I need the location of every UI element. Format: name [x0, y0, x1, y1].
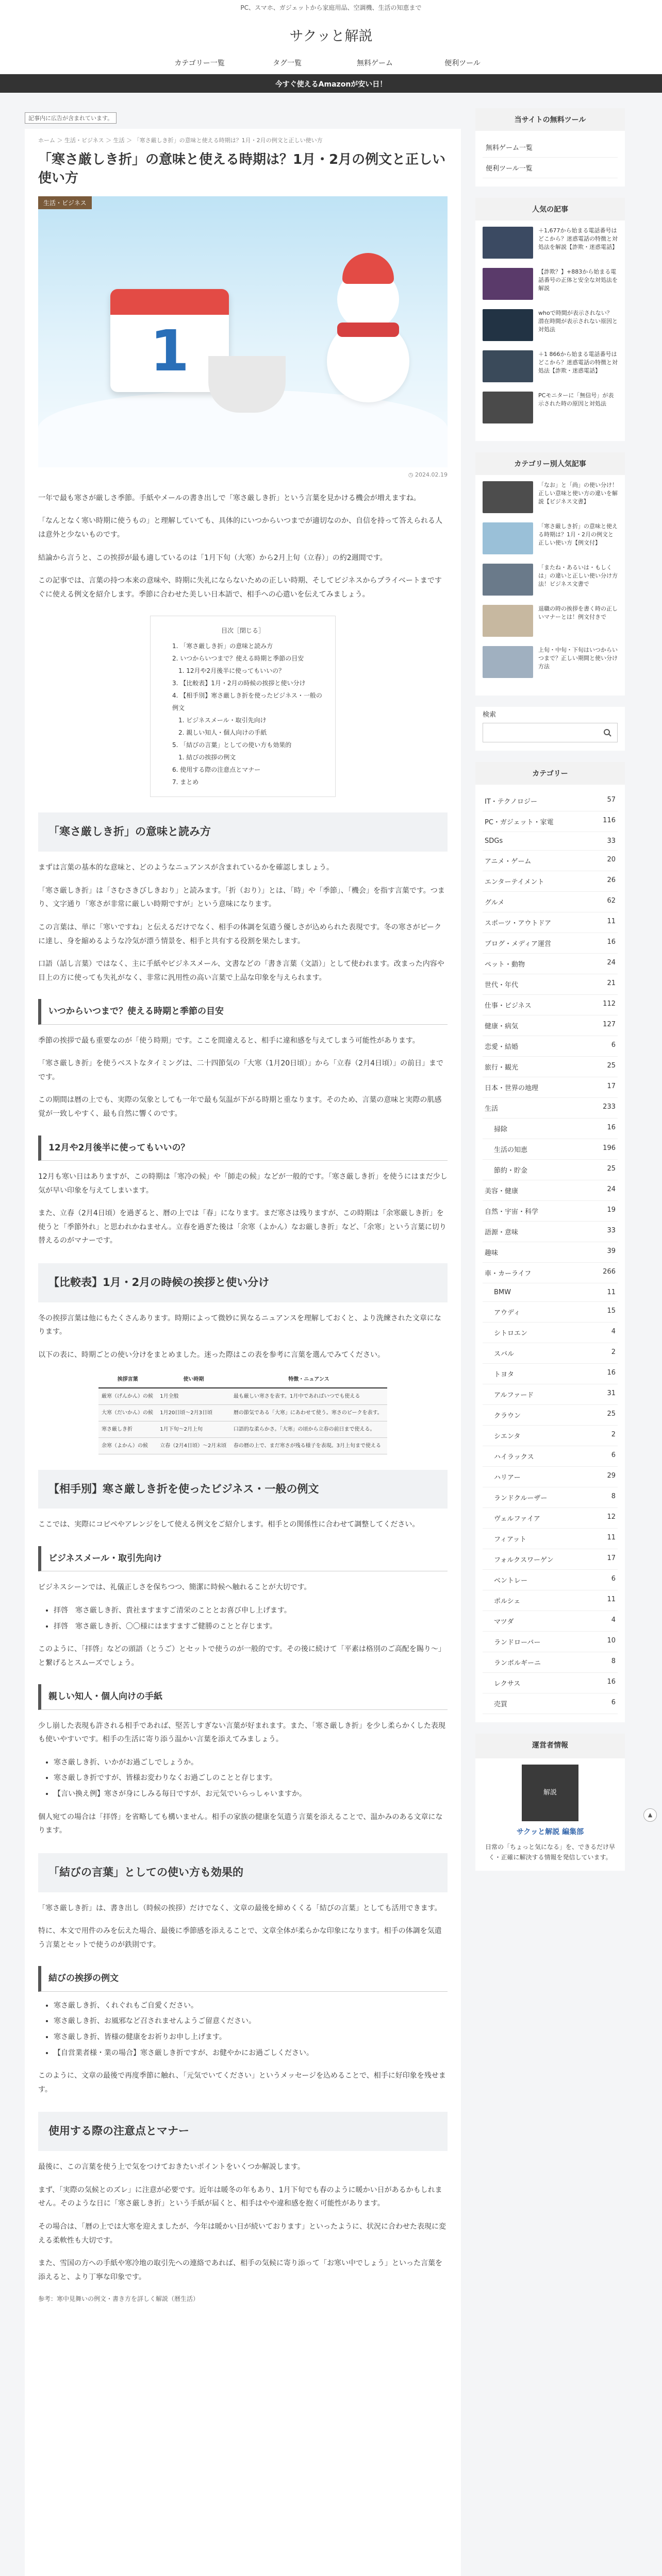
intro-p2: 「なんとなく寒い時期に使うもの」と理解していても、具体的にいつからいつまでが適切なのか、自信を持って答えられる人は意外と少ないものです。	[38, 517, 442, 539]
category-count: 33	[607, 837, 616, 845]
category-count: 21	[607, 979, 616, 987]
category-count: 8	[611, 1657, 616, 1665]
table-header: 特徴・ニュアンス	[230, 1371, 387, 1388]
paragraph: まずは言葉の基本的な意味と、どのようなニュアンスが含まれているかを確認しましょう。	[38, 863, 334, 872]
operator-description: 日常の「ちょっと気になる」を、できるだけ早く・正確に解決する情報を発信しています。	[485, 1843, 615, 1861]
paragraph: このように、「拝啓」などの頭語（とうご）とセットで使うのが一般的です。その後に続けて「平素は格別のご高配を賜り～」と繋げるとスムーズでしょう。	[38, 1645, 445, 1667]
toc-item[interactable]: 5. 「結びの言葉」としての使い方も効果的	[172, 741, 292, 749]
paragraph: 「寒さ厳しき折」は、書き出し（時候の挨拶）だけでなく、文章の最後を締めくくる「結びの言葉」としても活用できます。	[38, 1904, 442, 1912]
category-name[interactable]: ペット・動物	[485, 961, 525, 969]
table-cell: 口語的な柔らかさ。「大寒」の頃から立春の前日まで使える。	[230, 1421, 387, 1437]
paragraph: まず、「実際の気候とのズレ」に注意が必要です。近年は暖冬の年もあり、1月下旬でも春のように暖かい日があるかもしれません。そのような日に「寒さ厳しき折」という手紙が届くと、相手はやや違和感を抱く可能性があります。	[38, 2185, 442, 2208]
paragraph: 「寒さ厳しき折」を使うベストなタイミングは、二十四節気の「大寒（1月20日頃）」から「立春（2月4日頃）」の前日」までです。	[38, 1059, 443, 1081]
category-name[interactable]: PC・ガジェット・家電	[485, 819, 554, 826]
table-cell: 余寒（よかん）の候	[98, 1437, 157, 1454]
list-item: • 寒さ厳しき折ですが、皆様お変わりなくお過ごしのことと存じます。	[54, 1771, 448, 1785]
category-count: 6	[611, 1575, 616, 1583]
article	[25, 129, 461, 2576]
free-tools-link[interactable]: 便利ツール一覧	[483, 158, 618, 178]
category-popular-widget	[475, 452, 625, 696]
category-item[interactable]	[483, 1323, 618, 1343]
paragraph: このように、文章の最後で再度季節に触れ、「元気でいてください」というメッセージを込めることで、相手に好印象を残せます。	[38, 2072, 446, 2094]
table-cell: 1月20日頃〜2月3日頃	[157, 1404, 230, 1421]
category-name[interactable]: スポーツ・アウトドア	[485, 920, 552, 927]
popular-item[interactable]	[483, 646, 618, 683]
paragraph: また、立春（2月4日頃）を過ぎると、暦の上では「春」になります。まだ寒さは残りますが、この時期は「余寒厳しき折」を使うと「季節外れ」と思われかねません。立春を過ぎた後は「余寒（よかん）なお厳しき折」など、「余寒」という言葉に切り替えるのがマナーです。	[38, 1209, 446, 1245]
category-item[interactable]	[483, 851, 618, 871]
thumbnail[interactable]	[483, 605, 533, 637]
main-column	[28, 108, 460, 2576]
category-name[interactable]: IT・テクノロジー	[485, 798, 537, 806]
category-item[interactable]	[483, 1343, 618, 1364]
toc-item[interactable]: 3. 【比較表】1月・2月の時候の挨拶と使い分け	[172, 680, 306, 687]
content-wrap	[22, 93, 640, 2576]
category-name[interactable]: 車・カーライフ	[485, 1270, 532, 1278]
thumbnail[interactable]	[483, 227, 533, 259]
search-box	[483, 723, 618, 742]
sidebar	[475, 108, 625, 1882]
widget-title: 運営者情報	[475, 1734, 625, 1758]
popular-item-title[interactable]: 「なお」と「尚」の使い分け！正しい意味と使い方の違いを解説【ビジネス文書】	[538, 482, 618, 505]
category-count: 127	[603, 1021, 616, 1028]
widget-title: 当サイトの無料ツール	[475, 108, 625, 131]
category-count: 112	[603, 1000, 616, 1008]
category-item[interactable]	[483, 1611, 618, 1632]
list-item: • 拝啓 寒さ厳しき折、貴社ますますご清栄のこととお喜び申し上げます。	[54, 1604, 448, 1618]
widget-title: カテゴリー別人気記事	[475, 452, 625, 475]
category-count: 11	[607, 1534, 616, 1541]
category-item[interactable]	[483, 1446, 618, 1467]
category-item[interactable]	[483, 1529, 618, 1549]
category-count: 17	[607, 1554, 616, 1562]
paragraph: 口語（話し言葉）ではなく、主に手紙やビジネスメール、文書などの「書き言葉（文語）」として使われます。改まった内容や目上の方に使っても失礼がなく、非常に汎用性の高い言葉で上品な印象を与えられます。	[38, 960, 444, 982]
paragraph: 季節の挨拶で最も重要なのが「使う時期」です。ここを間違えると、相手に違和感を与えてしまう可能性があります。	[38, 1036, 420, 1045]
category-count: 6	[611, 1041, 616, 1049]
paragraph: この期間は暦の上でも、実際の気象としても一年で最も気温が下がる時期と重なります。そのため、言葉の意味と実際の肌感覚が一致しやすく、最も自然に響くのです。	[38, 1096, 442, 1118]
category-name[interactable]: 趣味	[485, 1249, 499, 1257]
popular-item-title[interactable]: ＋1,677から始まる電話番号はどこから？迷惑電話の特徴と対処法を解説【詐欺・迷惑電話】	[538, 227, 618, 250]
paragraph: また、雪国の方への手紙や寒冷地の取引先への連絡であれば、相手の気候に寄り添って「お寒い中でしょう」といった言葉を添えると、より丁寧な印象です。	[38, 2259, 442, 2281]
section-heading: 【比較表】1月・2月の時候の挨拶と使い分け	[38, 1263, 448, 1302]
category-count: 4	[611, 1328, 616, 1335]
notice-bar[interactable]: 今すぐ使えるAmazonが安い日！	[0, 74, 662, 93]
category-name[interactable]: ポルシェ	[494, 1598, 521, 1605]
paragraph: ビジネスシーンでは、礼儀正しさを保ちつつ、簡潔に時候へ触れることが大切です。	[38, 1583, 311, 1592]
category-name[interactable]: ランドクルーザー	[494, 1495, 548, 1502]
list-item: • 拝啓 寒さ厳しき折、〇〇様にはますますご健勝のことと存じます。	[54, 1620, 448, 1634]
table-row	[98, 1421, 387, 1437]
category-item[interactable]	[483, 832, 618, 851]
table-cell: 寒さ厳しき折	[98, 1421, 157, 1437]
search-widget	[475, 707, 625, 751]
popular-item-title[interactable]: 「寒さ厳しき折」の意味と使える時期は？1月・2月の例文と正しい使い方【例文付】	[538, 523, 618, 546]
category-name[interactable]: ハリアー	[494, 1474, 521, 1482]
category-name[interactable]: シトロエン	[494, 1330, 528, 1337]
category-name[interactable]: アルファード	[494, 1392, 534, 1399]
list-item: • 【自営業者様・業の場合】寒さ厳しき折ですが、お健やかにお過ごしください。	[54, 2046, 448, 2060]
example-list	[38, 1756, 448, 1801]
thumbnail[interactable]	[483, 646, 533, 678]
section-heading: 使用する際の注意点とマナー	[38, 2112, 448, 2151]
category-count: 196	[603, 1144, 616, 1152]
table-cell: 春の暦の上で、まだ寒さが残る様子を表現。3月上旬まで使える	[230, 1437, 387, 1454]
category-item[interactable]	[483, 1283, 618, 1302]
category-name[interactable]: 語源・意味	[485, 1229, 519, 1236]
table-cell: 大寒（だいかん）の候	[98, 1404, 157, 1421]
category-item[interactable]	[483, 1015, 618, 1036]
category-item[interactable]	[483, 1673, 618, 1693]
category-count: 24	[607, 1185, 616, 1193]
table-cell: 1月下旬〜2月上旬	[157, 1421, 230, 1437]
site-logo[interactable]: サクッと解説	[0, 13, 662, 49]
category-count: 15	[607, 1307, 616, 1315]
category-count: 39	[607, 1247, 616, 1255]
toc-item[interactable]: 1. 「寒さ厳しき折」の意味と読み方	[172, 642, 273, 650]
category-count: 2	[611, 1431, 616, 1438]
category-count: 29	[607, 1472, 616, 1480]
category-count: 6	[611, 1699, 616, 1706]
list-item: • 寒さ厳しき折、いかがお過ごしでしょうか。	[54, 1756, 448, 1770]
category-item[interactable]	[483, 1222, 618, 1242]
category-name[interactable]: 日本・世界の地理	[485, 1084, 539, 1092]
free-games-link[interactable]: 無料ゲーム一覧	[483, 137, 618, 158]
category-label[interactable]: 生活・ビジネス	[38, 196, 92, 209]
category-name[interactable]: 掃除	[494, 1126, 508, 1133]
subsection-heading: 結びの挨拶の例文	[38, 1966, 448, 1991]
search-icon	[603, 728, 611, 737]
search-button[interactable]	[598, 723, 617, 742]
category-item[interactable]	[483, 1549, 618, 1570]
category-count: 4	[611, 1616, 616, 1624]
category-count: 17	[607, 1082, 616, 1090]
section-heading: 【相手別】寒さ厳しき折を使ったビジネス・一般の例文	[38, 1470, 448, 1509]
toc-item[interactable]: 2. 親しい知人・個人向けの手紙	[178, 729, 267, 737]
intro-p3: 結論から言うと、この挨拶が最も適しているのは「1月下旬（大寒）から2月上旬（立春）」の約2週間です。	[38, 553, 387, 562]
category-widget	[475, 762, 625, 1722]
category-item[interactable]	[483, 974, 618, 995]
snowman-scarf	[337, 323, 399, 337]
example-list	[38, 1999, 448, 2060]
category-name[interactable]: フィアット	[494, 1536, 527, 1544]
popular-item-title[interactable]: ＋1 866から始まる電話番号はどこから？迷惑電話の特徴と対処法【詐欺・迷惑電話】	[538, 351, 618, 374]
table-cell: 立春（2月4日頃）〜2月末頃	[157, 1437, 230, 1454]
reference-link[interactable]: 参考：寒中見舞いの例文・書き方を詳しく解説（暦生活）	[38, 2295, 200, 2303]
popular-item-title[interactable]: 「またね・あるいは・もしくは」の違いと正しい使い分け方法！ビジネス文書で	[538, 564, 618, 587]
popular-item[interactable]	[483, 392, 618, 429]
category-item[interactable]	[483, 1077, 618, 1098]
category-item[interactable]	[483, 871, 618, 892]
category-count: 16	[607, 1369, 616, 1377]
category-count: 25	[607, 1165, 616, 1173]
popular-item[interactable]	[483, 309, 618, 346]
paragraph: 12月も寒い日はありますが、この時期は「寒冷の候」や「師走の候」などが一般的です。「寒さ厳しき折」を使うにはまだ少し気が早い印象を与えてしまいます。	[38, 1172, 448, 1195]
toc-item[interactable]: 1. 結びの挨拶の例文	[178, 754, 236, 761]
article-body	[25, 492, 461, 2305]
category-name[interactable]: トヨタ	[494, 1371, 515, 1379]
paragraph: 特に、本文で用件のみを伝えた場合、最後に季節感を添えることで、文章全体が柔らかな印象になります。相手の体調を気遣う言葉とセットで使うのが鉄則です。	[38, 1927, 442, 1949]
category-name[interactable]: アウディ	[494, 1309, 520, 1317]
subsection-heading: 親しい知人・個人向けの手紙	[38, 1684, 448, 1709]
category-item[interactable]	[483, 1098, 618, 1118]
popular-item-title[interactable]: PCモニターに「無信号」が表示された時の原因と対処法	[538, 392, 614, 407]
category-item[interactable]	[483, 892, 618, 912]
category-list	[483, 791, 618, 1714]
category-name[interactable]: 仕事・ビジネス	[485, 1002, 532, 1010]
category-item[interactable]	[483, 1590, 618, 1611]
category-name[interactable]: マツダ	[494, 1618, 514, 1626]
popular-item[interactable]	[483, 227, 618, 264]
post-date-text: 2024.02.19	[415, 471, 448, 478]
tagline: PC、スマホ、ガジェットから家庭用品、空調機、生活の知恵まで	[0, 0, 662, 13]
category-item[interactable]	[483, 1302, 618, 1323]
category-name[interactable]: 世代・年代	[485, 981, 519, 989]
category-item[interactable]	[483, 995, 618, 1015]
toc-title[interactable]: 目次［閉じる］	[221, 627, 264, 635]
category-name[interactable]: スバル	[494, 1350, 515, 1358]
category-name[interactable]: 自然・宇宙・科学	[485, 1208, 539, 1216]
category-count: 31	[607, 1389, 616, 1397]
category-name[interactable]: 売買	[494, 1701, 508, 1708]
popular-item-title[interactable]: 【詐欺？】+883から始まる電話番号の正体と安全な対処法を解説	[538, 268, 618, 292]
list-item: • 【言い換え例】寒さが身にしみる毎日ですが、お元気でいらっしゃいますか。	[54, 1787, 448, 1801]
category-count: 24	[607, 959, 616, 967]
paragraph: 最後に、この言葉を使う上で気をつけておきたいポイントをいくつか解説します。	[38, 2163, 305, 2172]
go-top-button[interactable]: ▲	[643, 1808, 657, 1822]
nav-item-categories[interactable]: カテゴリー一覧	[174, 59, 225, 67]
category-popular-list	[483, 481, 618, 683]
category-name[interactable]: ブログ・メディア運営	[485, 940, 551, 948]
category-count: 6	[611, 1451, 616, 1459]
example-list	[38, 1604, 448, 1633]
category-item[interactable]	[483, 1160, 618, 1180]
popular-item[interactable]	[483, 350, 618, 387]
category-count: 12	[607, 1513, 616, 1521]
toc-item[interactable]: 1. 12月や2月後半に使ってもいいの？	[178, 667, 285, 675]
popular-widget	[475, 198, 625, 441]
category-count: 11	[607, 918, 616, 925]
category-count: 25	[607, 1410, 616, 1418]
subsection-heading: 12月や2月後半に使ってもいいの？	[38, 1136, 448, 1161]
nav-item-tools[interactable]: 便利ツール	[444, 59, 481, 67]
category-name[interactable]: SDGs	[485, 837, 503, 845]
greeting-comparison-table	[98, 1371, 387, 1454]
category-count: 16	[607, 1678, 616, 1686]
post-date	[25, 467, 461, 482]
category-item[interactable]	[483, 1426, 618, 1446]
category-count: 11	[607, 1289, 616, 1296]
clock-icon: ◷	[408, 471, 416, 478]
table-cell: 厳寒（げんかん）の候	[98, 1388, 157, 1405]
category-item[interactable]	[483, 1487, 618, 1508]
eyecatch-image	[38, 196, 448, 467]
thumbnail[interactable]	[483, 350, 533, 382]
category-item[interactable]	[483, 1242, 618, 1263]
category-name[interactable]: 恋愛・結婚	[485, 1043, 519, 1051]
category-item[interactable]	[483, 1263, 618, 1283]
toc-list	[163, 640, 323, 788]
thumbnail[interactable]	[483, 522, 533, 554]
table-cell: 最も厳しい寒さを表す。1月中であればいつでも使える	[230, 1388, 387, 1405]
category-item[interactable]	[483, 912, 618, 933]
nav-item-games[interactable]: 無料ゲーム	[357, 59, 393, 67]
section-heading: 「寒さ厳しき折」の意味と読み方	[38, 812, 448, 852]
category-name[interactable]: ランドローバー	[494, 1639, 541, 1647]
toc-item[interactable]: 1. ビジネスメール・取引先向け	[178, 717, 267, 724]
popular-item-title[interactable]: 上旬・中旬・下旬はいつからいつまで？正しい期間と使い分け方法	[538, 647, 618, 670]
widget-title: 人気の記事	[475, 198, 625, 221]
list-item: • 寒さ厳しき折、くれぐれもご自愛ください。	[54, 1999, 448, 2013]
pr-label: 記事内に広告が含まれています。	[25, 112, 117, 124]
popular-item[interactable]	[483, 564, 618, 601]
table-row	[98, 1437, 387, 1454]
cup-illustration	[208, 356, 286, 413]
toc-item[interactable]: 2. いつからいつまで？使える時期と季節の目安	[172, 655, 304, 663]
section-heading: いつからいつまで？使える時期と季節の目安	[38, 999, 448, 1024]
category-count: 10	[607, 1637, 616, 1645]
subsection-heading: ビジネスメール・取引先向け	[38, 1546, 448, 1571]
category-name[interactable]: 旅行・観光	[485, 1064, 519, 1072]
thumbnail[interactable]	[483, 564, 533, 596]
category-item[interactable]	[483, 1057, 618, 1077]
popular-item[interactable]	[483, 268, 618, 305]
category-count: 62	[607, 897, 616, 905]
category-item[interactable]	[483, 791, 618, 811]
category-name[interactable]: クラウン	[494, 1412, 521, 1420]
category-item[interactable]	[483, 1652, 618, 1673]
category-name[interactable]: ランボルギーニ	[494, 1659, 541, 1667]
category-count: 16	[607, 1124, 616, 1131]
operator-avatar: 解説	[522, 1765, 578, 1821]
category-item[interactable]	[483, 1139, 618, 1160]
category-count: 233	[603, 1103, 616, 1111]
search-label: 検索	[483, 711, 496, 719]
category-item[interactable]	[483, 1693, 618, 1714]
category-count: 33	[607, 1227, 616, 1234]
calendar-illustration: 1	[110, 289, 229, 392]
category-item[interactable]	[483, 1405, 618, 1426]
category-count: 20	[607, 856, 616, 863]
free-tools-widget	[475, 108, 625, 187]
nav-item-tags[interactable]: タグ一覧	[273, 59, 302, 67]
category-name[interactable]: エンターテイメント	[485, 878, 544, 886]
thumbnail[interactable]	[483, 268, 533, 300]
category-count: 26	[607, 876, 616, 884]
category-count: 11	[607, 1596, 616, 1603]
category-item[interactable]	[483, 1467, 618, 1487]
operator-name[interactable]: サクッと解説 編集部	[516, 1827, 584, 1836]
category-name[interactable]: フォルクスワーゲン	[494, 1556, 554, 1564]
table-row	[98, 1404, 387, 1421]
table-header: 使い時期	[157, 1371, 230, 1388]
category-item[interactable]	[483, 1364, 618, 1384]
category-name[interactable]: ベントレー	[494, 1577, 528, 1585]
section-heading: 「結びの言葉」としての使い方も効果的	[38, 1853, 448, 1892]
category-item[interactable]	[483, 1180, 618, 1201]
category-name[interactable]: グルメ	[485, 899, 505, 907]
paragraph: 少し崩した表現も許される相手であれば、堅苦しすぎない言葉が好まれます。また、「寒さ厳しき折」を少し柔らかくした表現も使いやすいです。相手の生活に寄り添う温かい言葉を添えてみましょう。	[38, 1721, 445, 1744]
category-name[interactable]: 節約・貯金	[494, 1167, 528, 1175]
category-count: 19	[607, 1206, 616, 1214]
intro-p1: 一年で最も寒さが厳しさ季節。手紙やメールの書き出しで「寒さ厳しき折」という言葉を見かける機会が増えますね。	[38, 494, 421, 502]
category-item[interactable]	[483, 1570, 618, 1590]
category-item[interactable]	[483, 1201, 618, 1222]
popular-list	[483, 227, 618, 429]
category-name[interactable]: 生活	[485, 1105, 499, 1113]
category-item[interactable]	[483, 1118, 618, 1139]
paragraph: その場合は、「暦の上では大寒を迎えましたが、今年は暖かい日が続いております」といったように、状況に合わせた表現に変える柔軟性も大切です。	[38, 2223, 446, 2245]
global-nav	[0, 49, 662, 74]
snowman-hat	[342, 253, 394, 284]
category-count: 2	[611, 1348, 616, 1356]
category-count: 25	[607, 1062, 616, 1070]
category-item[interactable]	[483, 1632, 618, 1652]
category-item[interactable]	[483, 1384, 618, 1405]
category-name[interactable]: ハイラックス	[494, 1453, 534, 1461]
category-name[interactable]: レクサス	[494, 1680, 521, 1688]
breadcrumb[interactable]: ホーム ＞ 生活・ビジネス ＞ 生活 ＞ 「寒さ厳しき折」の意味と使える時期は？1月・2月の例文と正しい使い方	[38, 137, 323, 144]
category-item[interactable]	[483, 811, 618, 832]
popular-item-title[interactable]: whoで時間が表示されない？ 潜在時間が表示されない原因と対処法	[538, 310, 618, 333]
intro-p4: この記事では、言葉の持つ本来の意味や、時期に失礼にならないための正しい時期、そしてビジネスからプライベートまですぐに使える例文を紹介します。季節に合わせた美しい日本語で、相手への心遣いを伝えてみましょう。	[38, 577, 442, 599]
thumbnail[interactable]	[483, 392, 533, 423]
paragraph: 冬の挨拶言葉は他にもたくさんあります。時期によって微妙に異なるニュアンスを理解しておくと、より洗練された文章になります。	[38, 1314, 441, 1336]
article-title: 「寒さ厳しき折」の意味と使える時期は？1月・2月の例文と正しい使い方	[38, 152, 446, 187]
paragraph: この言葉は、単に「寒いですね」と伝えるだけでなく、相手の体調を気遣う優しさが込められた表現です。冬の寒さがピークに達し、身を縮めるような冷気が漂う情景を、相手と共有する役割を果たします。	[38, 923, 442, 945]
thumbnail[interactable]	[483, 309, 533, 341]
category-item[interactable]	[483, 954, 618, 974]
search-input[interactable]	[483, 723, 598, 742]
operator-widget	[475, 1734, 625, 1871]
toc-item[interactable]: 7. まとめ	[172, 778, 199, 786]
category-name[interactable]: BMW	[494, 1289, 511, 1296]
category-name[interactable]: 生活の知恵	[494, 1146, 528, 1154]
category-name[interactable]: シエンタ	[494, 1433, 521, 1440]
paragraph: 個人宛ての場合は「拝啓」を省略しても構いません。相手の家族の健康を気遣う言葉を添えることで、温かみのある文章になります。	[38, 1812, 443, 1835]
table-of-contents	[150, 616, 336, 797]
category-count: 16	[607, 938, 616, 946]
paragraph: 以下の表に、時期ごとの使い分けをまとめました。迷った際はこの表を参考に言葉を選んでみてください。	[38, 1351, 385, 1359]
popular-item[interactable]	[483, 481, 618, 518]
popular-item-title[interactable]: 退職の時の挨拶を書く時の正しいマナーとは！例文付きで	[538, 605, 618, 620]
thumbnail[interactable]	[483, 481, 533, 513]
widget-title: カテゴリー	[475, 762, 625, 785]
category-count: 8	[611, 1493, 616, 1500]
category-name[interactable]: ヴェルファイア	[494, 1515, 540, 1523]
category-item[interactable]	[483, 1036, 618, 1057]
category-count: 266	[603, 1268, 616, 1276]
list-item: • 寒さ厳しき折、お風邪など召されませんようご留意ください。	[54, 2014, 448, 2028]
table-header: 挨拶言葉	[98, 1371, 157, 1388]
popular-item[interactable]	[483, 522, 618, 560]
paragraph: 「寒さ厳しき折」は「さむさきびしきおり」と読みます。「折（おり）」とは、「時」や「季節」、「機会」を指す言葉です。つまり、文字通り「寒さが非常に厳しい時期ですが」という意味になります。	[38, 886, 445, 909]
popular-item[interactable]	[483, 605, 618, 642]
category-name[interactable]: 美容・健康	[485, 1188, 519, 1195]
category-name[interactable]: アニメ・ゲーム	[485, 858, 532, 866]
table-cell: 1月全般	[157, 1388, 230, 1405]
category-count: 57	[607, 796, 616, 804]
toc-item[interactable]: 4. 【相手別】寒さ厳しき折を使ったビジネス・一般の例文	[172, 692, 322, 712]
paragraph: ここでは、実際にコピペやアレンジをして使える例文をご紹介します。相手との関係性に合わせて調整してください。	[38, 1520, 420, 1529]
list-item: • 寒さ厳しき折、皆様の健康をお祈りお申し上げます。	[54, 2030, 448, 2044]
table-cell: 暦の節気である「大寒」にあわせて使う。寒さのピークを表す。	[230, 1404, 387, 1421]
category-item[interactable]	[483, 1508, 618, 1529]
category-item[interactable]	[483, 933, 618, 954]
category-count: 116	[603, 817, 616, 824]
toc-item[interactable]: 6. 使用する際の注意点とマナー	[172, 766, 261, 774]
table-row	[98, 1388, 387, 1405]
category-name[interactable]: 健康・病気	[485, 1023, 519, 1030]
